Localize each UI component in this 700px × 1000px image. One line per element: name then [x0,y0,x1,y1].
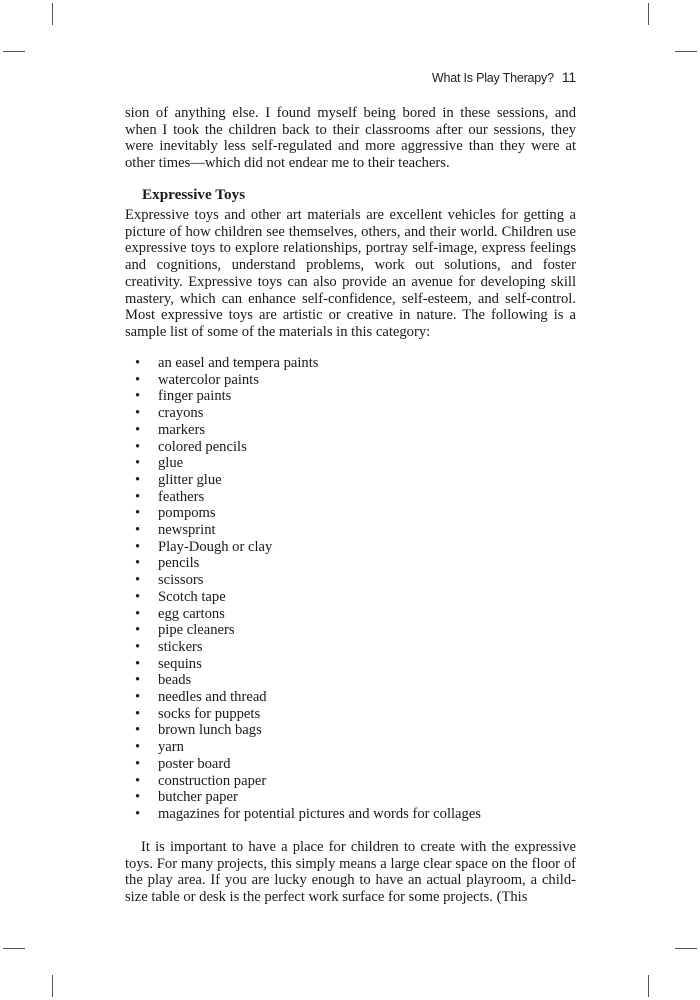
crop-mark-bottom-right [648,975,649,997]
list-item-text: magazines for potential pictures and words for collages [158,805,481,822]
list-item-text: glitter glue [158,471,222,488]
list-item-text: brown lunch bags [158,722,262,739]
bullet-icon: • [135,705,141,722]
intro-paragraph-block [125,207,576,341]
list-item-text: construction paper [158,772,267,789]
list-item-text: watercolor paints [158,371,259,388]
bullet-icon: • [135,722,141,739]
bullet-icon: • [135,739,141,756]
list-item [135,706,481,723]
crop-mark-top-left [52,3,53,25]
list-item [135,555,481,572]
bullet-icon: • [135,471,141,488]
list-item-text: poster board [158,755,231,772]
closing-paragraph: It is important to have a place for children to create with the expressive toys. For many projects, this simply means a large clear space on the floor of the play area. If you are lucky enough to have an actual playroom, a child-size table or desk is the perfect work surface for some projects. (This [125,839,576,906]
list-item-text: stickers [158,638,203,655]
bullet-icon: • [135,488,141,505]
page-number: 11 [561,69,576,85]
continuation-paragraph-block [125,105,576,172]
list-item-text: glue [158,455,184,472]
list-item [135,689,481,706]
bullet-icon: • [135,505,141,522]
list-item-text: crayons [158,405,204,422]
list-item [135,806,481,823]
bullet-icon: • [135,522,141,539]
list-item-text: butcher paper [158,789,238,806]
bullet-icon: • [135,388,141,405]
list-item [135,372,481,389]
bullet-icon: • [135,605,141,622]
bullet-icon: • [135,405,141,422]
list-item [135,773,481,790]
intro-paragraph: Expressive toys and other art materials are excellent vehicles for getting a picture of how children see themselves, others, and their world. Children use expressive toys to explore relationships, portray self-image, express feelings and cognitions, understand problems, work out solutions, and foster creativity. Expressive toys can also provide an avenue for developing skill mastery, which can enhance self-confidence, self-esteem, and self-control. Most expressive toys are artistic or creative in nature. The following is a sample list of some of the materials in this category: [125,207,576,340]
list-item [135,472,481,489]
bullet-icon: • [135,572,141,589]
list-item [135,388,481,405]
bullet-icon: • [135,371,141,388]
list-item [135,355,481,372]
list-item-text: feathers [158,488,205,505]
list-item [135,572,481,589]
list-item-text: pompoms [158,505,216,522]
crop-mark-bottom-left-h [3,948,25,949]
bullet-icon: • [135,655,141,672]
list-item-text: finger paints [158,388,232,405]
bullet-icon: • [135,555,141,572]
list-item [135,789,481,806]
list-item-text: pencils [158,555,200,572]
bullet-icon: • [135,755,141,772]
bullet-icon: • [135,438,141,455]
list-item [135,422,481,439]
list-item-text: yarn [158,739,184,756]
list-item [135,489,481,506]
crop-mark-top-left-h [3,51,25,52]
bullet-icon: • [135,622,141,639]
list-item [135,722,481,739]
list-item [135,672,481,689]
bullet-icon: • [135,538,141,555]
bullet-icon: • [135,789,141,806]
crop-mark-bottom-right-h [675,948,697,949]
running-head-title: What Is Play Therapy? [431,71,554,85]
bullet-icon: • [135,421,141,438]
closing-paragraph-block [125,839,576,906]
list-item [135,455,481,472]
list-item-text: egg cartons [158,605,225,622]
list-item-text: an easel and tempera paints [158,355,319,371]
list-item [135,756,481,773]
list-item-text: newsprint [158,522,216,539]
bullet-icon: • [135,689,141,706]
bullet-icon: • [135,638,141,655]
bullet-icon: • [135,355,141,371]
bullet-icon: • [135,588,141,605]
bullet-icon: • [135,772,141,789]
list-item [135,439,481,456]
list-item-text: needles and thread [158,689,267,706]
list-item-text: Scotch tape [158,588,226,605]
bullet-icon: • [135,672,141,689]
list-item [135,606,481,623]
list-item-text: beads [158,672,192,689]
crop-mark-top-right-h [675,51,697,52]
list-item [135,589,481,606]
list-item-text: socks for puppets [158,705,261,722]
list-item-text: sequins [158,655,202,672]
list-item [135,639,481,656]
materials-list [135,355,481,823]
list-item [135,539,481,556]
continuation-paragraph: sion of anything else. I found myself being bored in these sessions, and when I took the children back to their classrooms after our sessions, they were inevitably less self-regulated and more aggressive than they were at other times—which did not endear me to their teachers. [125,105,576,172]
crop-mark-bottom-left [52,975,53,997]
list-item-text: colored pencils [158,438,247,455]
list-item-text: Play-Dough or clay [158,538,273,555]
list-item [135,405,481,422]
list-item [135,656,481,673]
list-item-text: markers [158,421,206,438]
list-item [135,622,481,639]
bullet-icon: • [135,455,141,472]
list-item [135,739,481,756]
section-heading: Expressive Toys [142,186,246,203]
list-item [135,505,481,522]
running-head [432,69,576,85]
list-item-text: scissors [158,572,204,589]
list-item-text: pipe cleaners [158,622,235,639]
crop-mark-top-right [648,3,649,25]
bullet-icon: • [135,805,141,822]
list-item [135,522,481,539]
